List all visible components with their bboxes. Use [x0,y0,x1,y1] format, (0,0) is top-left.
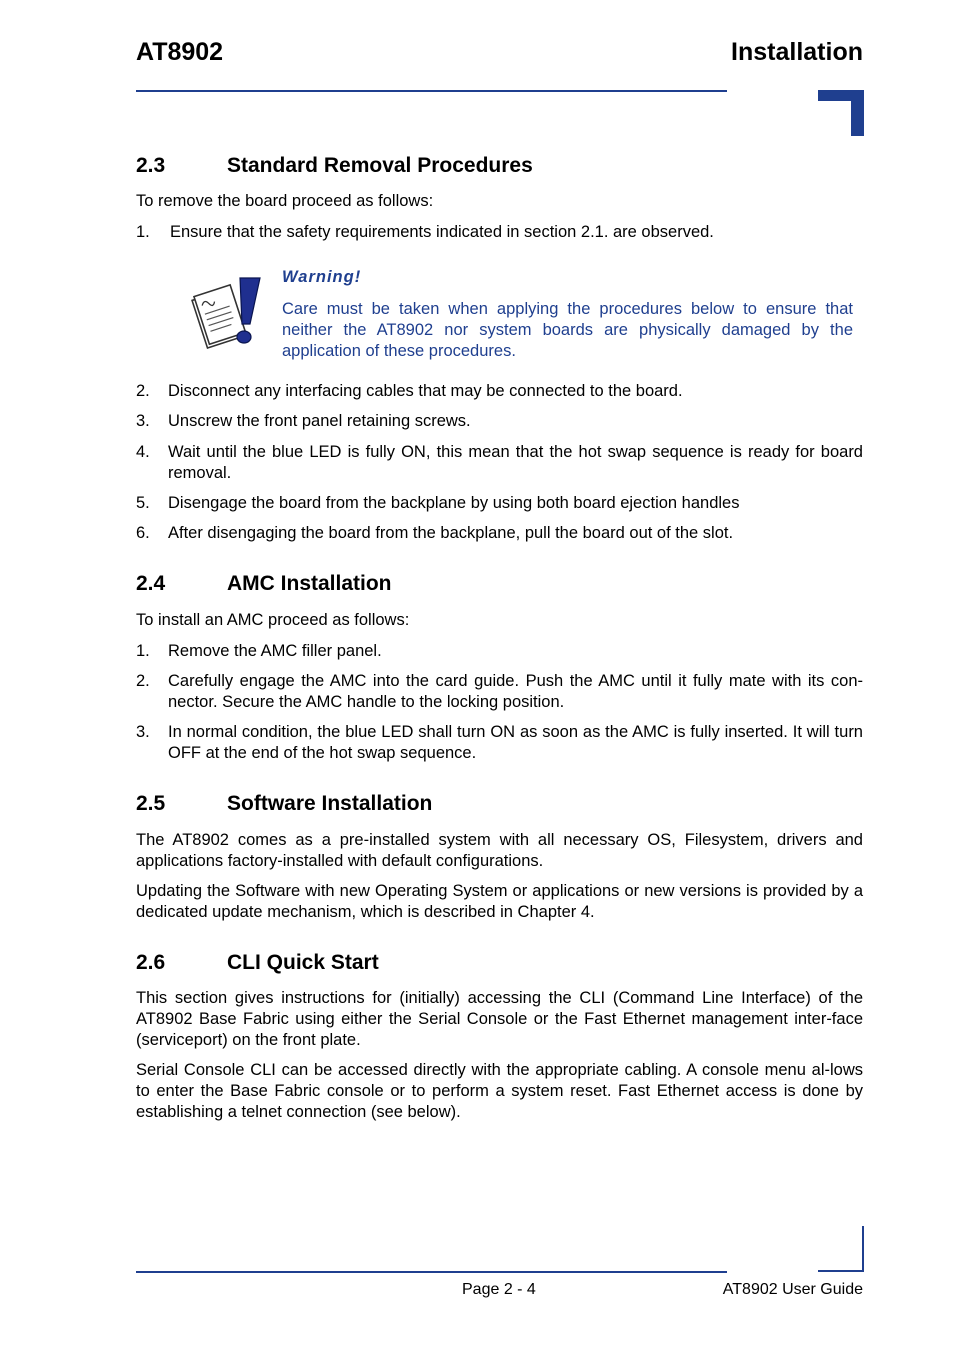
header-rule [136,90,727,92]
corner-mark-top-vertical [851,90,864,136]
section-title: AMC Installation [227,572,392,595]
section-number: 2.4 [136,572,166,595]
paragraph: This section gives instructions for (initially) accessing the CLI (Command Line Interface) of the AT8902 Base Fabric using either the Serial Console or the Fast Ethernet management inter-face (serviceport) on the front plate. [136,989,863,1049]
list-item: 5. Disengage the board from the backplane by using both board ejection handles [136,494,740,512]
warning-title: Warning! [282,268,362,286]
paragraph: Serial Console CLI can be accessed directly with the appropriate cabling. A console menu al-lows to enter the Base Fabric console or to perform a system reset. Fast Ethernet access is done by establishing a telnet connection (see below). [136,1061,863,1121]
list-item: 1. Remove the AMC filler panel. [136,642,382,660]
section-number: 2.5 [136,792,166,815]
list-item: 4. Wait until the blue LED is fully ON, this mean that the hot swap sequence is ready for board removal. [136,443,863,482]
list-item: 3. Unscrew the front panel retaining screws. [136,412,471,430]
corner-mark-bottom-vertical [862,1226,864,1272]
section-title: Software Installation [227,792,433,815]
footer-page-number: Page 2 - 4 [462,1281,536,1298]
warning-document-icon [190,274,266,352]
paragraph: The AT8902 comes as a pre-installed system with all necessary OS, Filesystem, drivers and applications factory-installed with default configurations. [136,831,863,870]
paragraph: Updating the Software with new Operating System or applications or new versions is provided by a dedicated update mechanism, which is described in Chapter 4. [136,882,863,921]
header-chapter: Installation [731,38,863,66]
list-item: 1. Ensure that the safety requirements indicated in section 2.1. are observed. [136,223,714,241]
section-intro: To install an AMC proceed as follows: [136,611,410,629]
header-product: AT8902 [136,38,224,66]
list-item: 6. After disengaging the board from the backplane, pull the board out of the slot. [136,524,734,542]
section-title: CLI Quick Start [227,951,379,974]
list-item: 2. Carefully engage the AMC into the card guide. Push the AMC until it fully mate with its con-nector. Secure the AMC handle to the locking position. [136,672,863,711]
section-number: 2.3 [136,154,166,177]
list-item: 2. Disconnect any interfacing cables that may be connected to the board. [136,382,683,400]
footer-guide-title: AT8902 User Guide [722,1281,863,1298]
footer-rule [136,1271,727,1273]
section-intro: To remove the board proceed as follows: [136,192,434,210]
list-item: 3. In normal condition, the blue LED shall turn ON as soon as the AMC is fully inserted. It will turn OFF at the end of the hot swap sequence. [136,723,863,762]
section-number: 2.6 [136,951,166,974]
corner-mark-bottom [818,1270,864,1272]
section-title: Standard Removal Procedures [227,154,533,177]
warning-text: Care must be taken when applying the procedures below to ensure that neither the AT8902 nor system boards are physically damaged by the application of these procedures. [282,300,853,360]
